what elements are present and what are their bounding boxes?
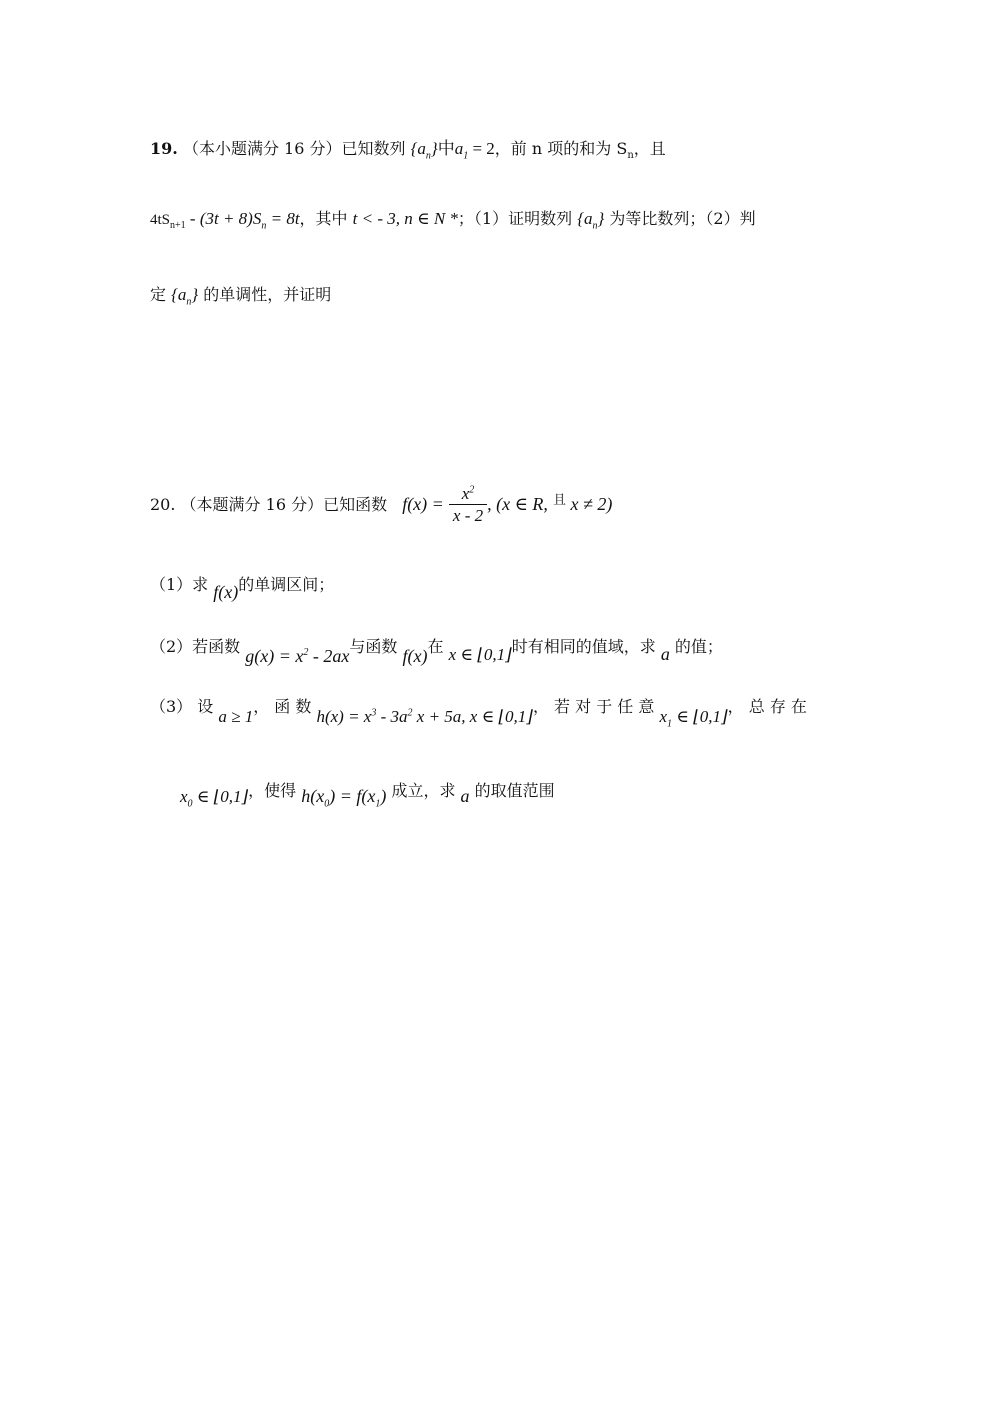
p1-label: （1）求	[150, 575, 214, 594]
h-def: $h(x) = x^3 - 3a^2$ x + 5a, x ∈ ⌊0,1⌋	[316, 707, 533, 726]
p2-a: a	[660, 644, 670, 664]
p3-func: ， 函 数	[253, 697, 317, 716]
p2-end: 的值；	[669, 637, 723, 656]
p4-end: 的取值范围	[469, 781, 555, 800]
q19-line3	[150, 282, 332, 308]
p3-a-cond: a ≥ 1	[218, 707, 254, 726]
q19-line3-start: 定	[150, 285, 172, 304]
p1-text: 的单调区间；	[238, 575, 335, 594]
a1-expr: $a_1 = 2$	[454, 139, 495, 162]
x0-in: $x_0$ ∈ ⌊0,1⌋	[180, 787, 249, 810]
p2-label: （2）若函数	[150, 637, 246, 656]
p2-f: f(x)	[402, 646, 428, 666]
p4-such: ，使得	[248, 781, 302, 800]
f-fraction	[449, 484, 487, 527]
q19-header: （本小题满分 16 分）已知数列	[182, 139, 406, 158]
p3-forall: ， 若 对 于 任 意	[532, 697, 660, 716]
f-denominator: x - 2	[452, 506, 484, 525]
seq-symbol-3: $\{a_n\}$	[171, 285, 199, 308]
p4-holds: 成立，求	[386, 781, 461, 800]
f-domain-and: 且	[553, 493, 567, 508]
q20-line1	[150, 484, 612, 527]
x1-in: $x_1$ ∈ ⌊0,1⌋	[659, 707, 728, 730]
h-eq-f: $h(x_0) = f(x_1)$	[301, 786, 387, 810]
q19-line2	[150, 206, 756, 232]
q19-number: 19.	[150, 139, 178, 158]
f-numerator: $x^2$	[449, 484, 487, 505]
q20-part3	[150, 694, 807, 730]
p2-on: 在	[427, 637, 449, 656]
recurrence-lhs: $4tS_{n+1}$	[150, 212, 186, 231]
q20-header: （本题满分 16 分）已知函数	[180, 495, 388, 514]
q19-line3-end: 的单调性，并证明	[198, 285, 332, 304]
f-domain-c: x ≠ 2)	[566, 494, 613, 514]
p2-text: 时有相同的值域，求	[511, 637, 661, 656]
q20-part2	[150, 634, 723, 667]
q19-part2: 为等比数列；（2）判	[604, 209, 756, 228]
p1-f: f(x)	[213, 582, 239, 602]
q19-line1	[150, 134, 666, 162]
p3-label: （3） 设	[150, 697, 219, 716]
q20-part3-cont	[180, 778, 555, 810]
q19-tail: ，前 n 项的和为 $S_n$，且	[494, 139, 666, 162]
seq-symbol: $\{a_n\}$	[410, 139, 438, 162]
p4-a: a	[460, 786, 470, 806]
q19-where: ，其中	[299, 209, 353, 228]
seq-symbol-2: $\{a_n\}$	[577, 209, 605, 232]
q19-condition: t < - 3, n ∈ N *	[352, 209, 458, 228]
q20-number: 20.	[150, 495, 176, 514]
q20-part1	[150, 572, 334, 603]
q19-middle: 中	[437, 139, 455, 159]
p2-interval: x ∈ ⌊0,1⌋	[448, 645, 512, 664]
recurrence-mid: - $(3t + 8)S_n = 8t$	[185, 209, 300, 232]
g-def: $g(x) = x^2 - 2ax$	[245, 646, 350, 666]
p2-with: 与函数	[349, 637, 403, 656]
f-domain-a: , (x ∈ R,	[487, 494, 548, 514]
q19-part1: ；（1）证明数列	[457, 209, 578, 228]
p3-exists: ， 总 存 在	[727, 697, 807, 716]
f-lhs: f(x) =	[402, 494, 444, 514]
